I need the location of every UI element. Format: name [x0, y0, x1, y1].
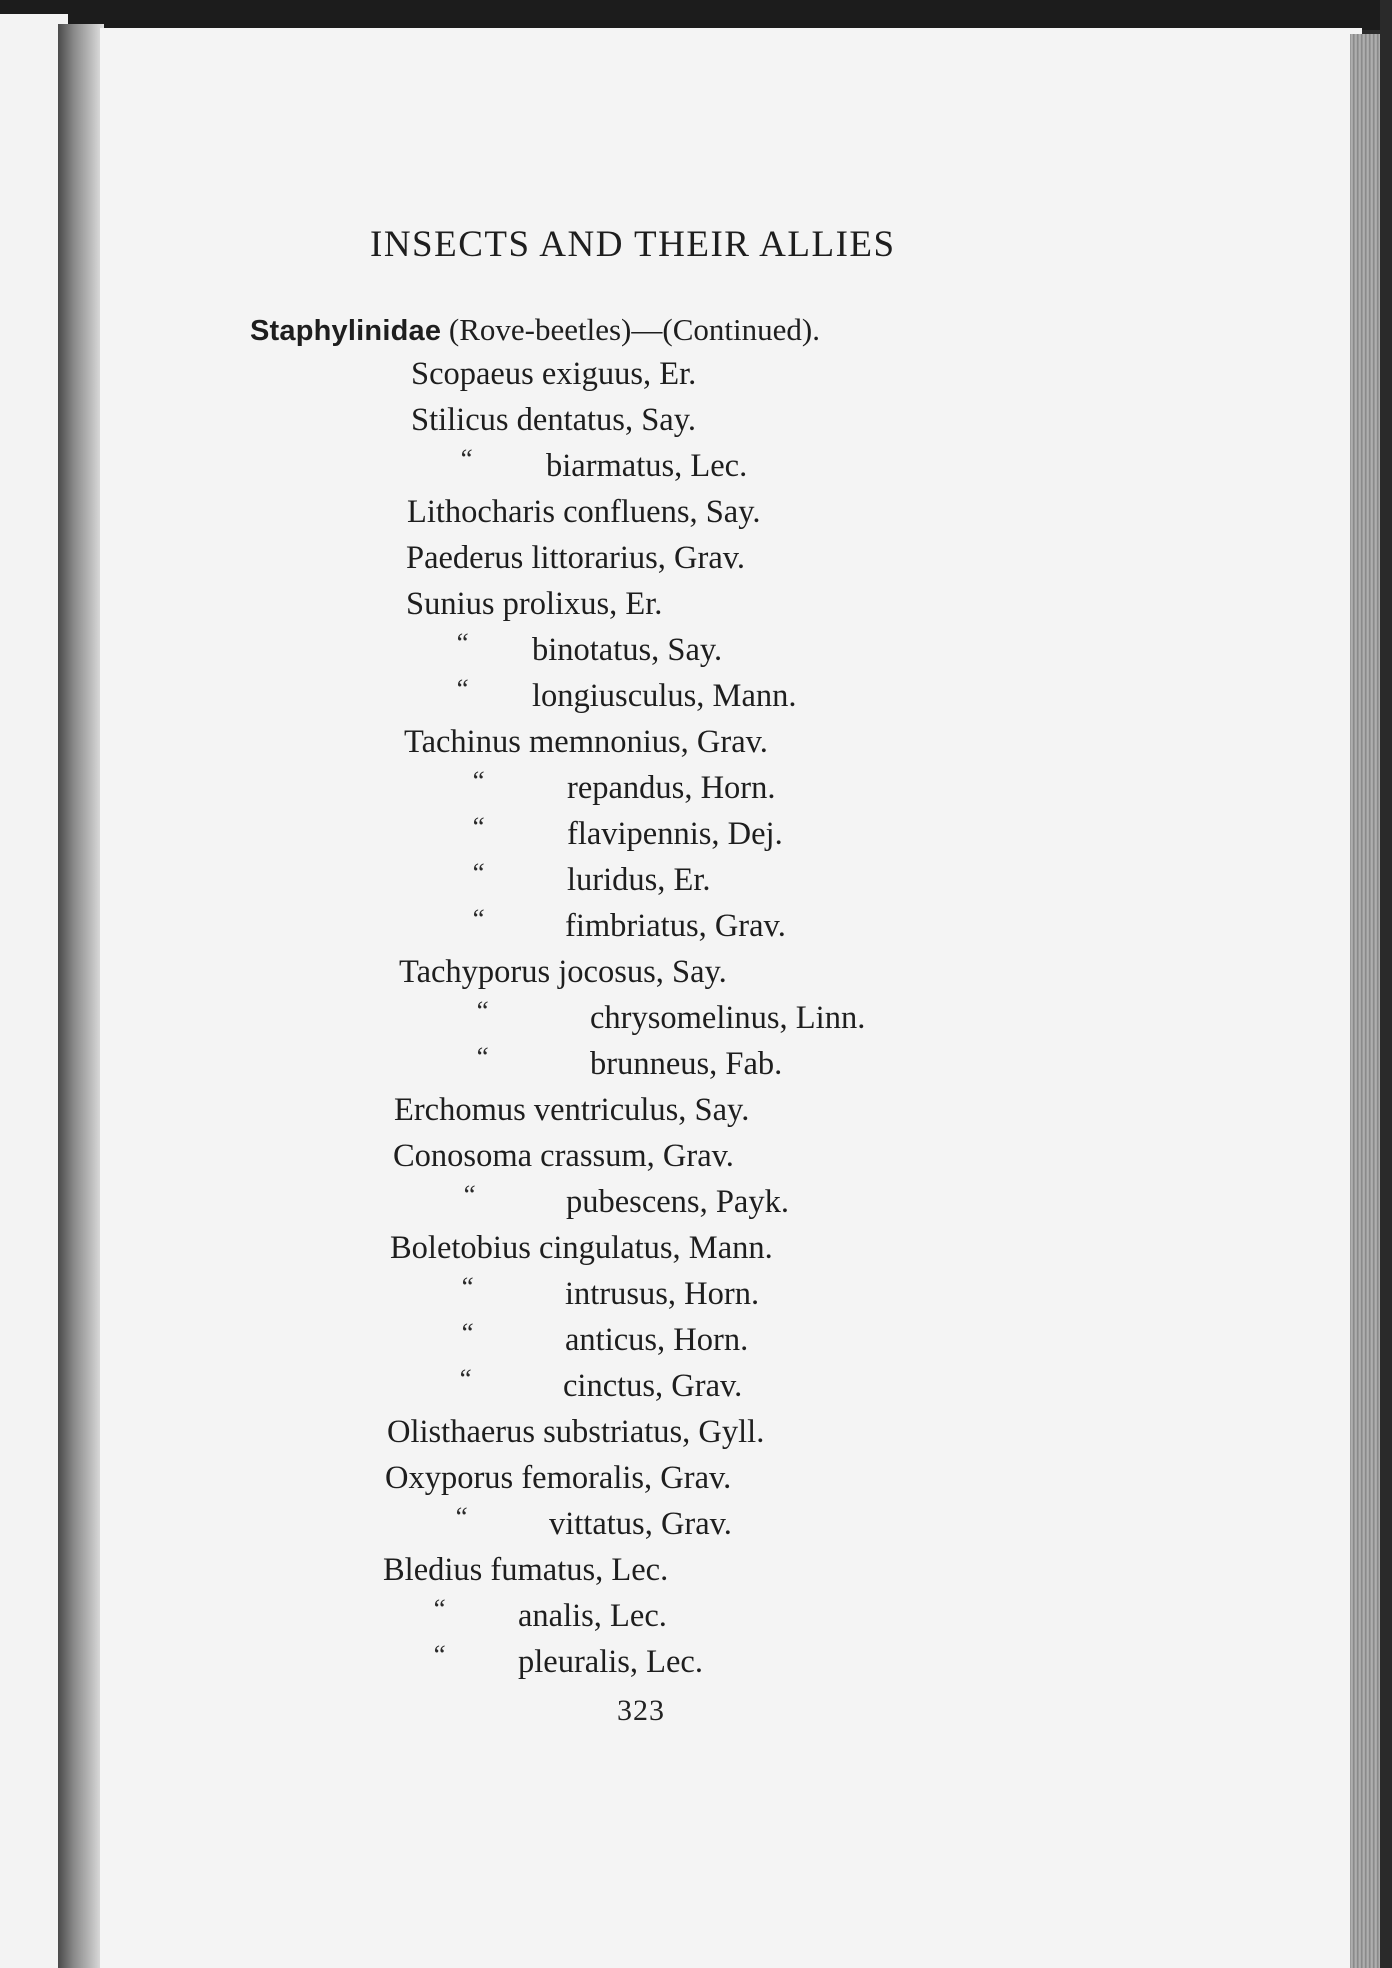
ditto-mark: “ — [454, 674, 470, 704]
species-entry: longiusculus, Mann. — [532, 678, 797, 714]
ditto-mark: “ — [474, 1042, 490, 1072]
species-entry: pubescens, Payk. — [566, 1184, 789, 1220]
family-heading — [250, 312, 820, 348]
ditto-mark: “ — [453, 1502, 469, 1532]
species-entry: Boletobius cingulatus, Mann. — [390, 1230, 773, 1266]
ditto-mark: “ — [470, 858, 486, 888]
ditto-mark: “ — [459, 1272, 475, 1302]
species-entry: chrysomelinus, Linn. — [590, 1000, 866, 1036]
species-entry: Bledius fumatus, Lec. — [383, 1552, 669, 1588]
family-name: Staphylinidae — [250, 315, 442, 347]
species-entry: Olisthaerus substriatus, Gyll. — [387, 1414, 765, 1450]
family-subtitle: (Rove-beetles)—(Continued). — [448, 312, 820, 347]
species-entry: binotatus, Say. — [532, 632, 723, 668]
ditto-mark: “ — [458, 444, 474, 474]
species-entry: Stilicus dentatus, Say. — [411, 402, 696, 438]
species-entry: fimbriatus, Grav. — [565, 908, 786, 944]
ditto-mark: “ — [459, 1318, 475, 1348]
book-gutter — [58, 24, 104, 1968]
species-entry: brunneus, Fab. — [590, 1046, 783, 1082]
right-background — [1380, 0, 1392, 1968]
species-entry: Lithocharis confluens, Say. — [407, 494, 761, 530]
ditto-mark: “ — [474, 996, 490, 1026]
ditto-mark: “ — [470, 766, 486, 796]
species-entry: anticus, Horn. — [565, 1322, 749, 1358]
species-entry: Sunius prolixus, Er. — [406, 586, 663, 622]
ditto-mark: “ — [431, 1640, 447, 1670]
species-entry: Scopaeus exiguus, Er. — [411, 356, 697, 392]
species-entry: Oxyporus femoralis, Grav. — [385, 1460, 732, 1496]
species-entry: cinctus, Grav. — [563, 1368, 743, 1404]
species-entry: repandus, Horn. — [567, 770, 776, 806]
species-entry: analis, Lec. — [518, 1598, 667, 1634]
page-number: 323 — [617, 1694, 665, 1727]
species-entry: Tachyporus jocosus, Say. — [399, 954, 727, 990]
ditto-mark: “ — [461, 1180, 477, 1210]
species-entry: Conosoma crassum, Grav. — [393, 1138, 734, 1174]
species-entry: pleuralis, Lec. — [518, 1644, 703, 1680]
species-entry: vittatus, Grav. — [549, 1506, 732, 1542]
ditto-mark: “ — [470, 812, 486, 842]
species-entry: biarmatus, Lec. — [546, 448, 748, 484]
ditto-mark: “ — [470, 904, 486, 934]
species-entry: Paederus littorarius, Grav. — [406, 540, 746, 576]
top-shadow — [0, 0, 1392, 30]
running-head: INSECTS AND THEIR ALLIES — [370, 224, 896, 265]
ditto-mark: “ — [431, 1594, 447, 1624]
ditto-mark: “ — [457, 1364, 473, 1394]
species-entry: Erchomus ventriculus, Say. — [394, 1092, 750, 1128]
species-entry: Tachinus memnonius, Grav. — [404, 724, 768, 760]
species-entry: flavipennis, Dej. — [567, 816, 783, 852]
species-entry: intrusus, Horn. — [565, 1276, 760, 1312]
species-entry: luridus, Er. — [567, 862, 711, 898]
ditto-mark: “ — [454, 628, 470, 658]
